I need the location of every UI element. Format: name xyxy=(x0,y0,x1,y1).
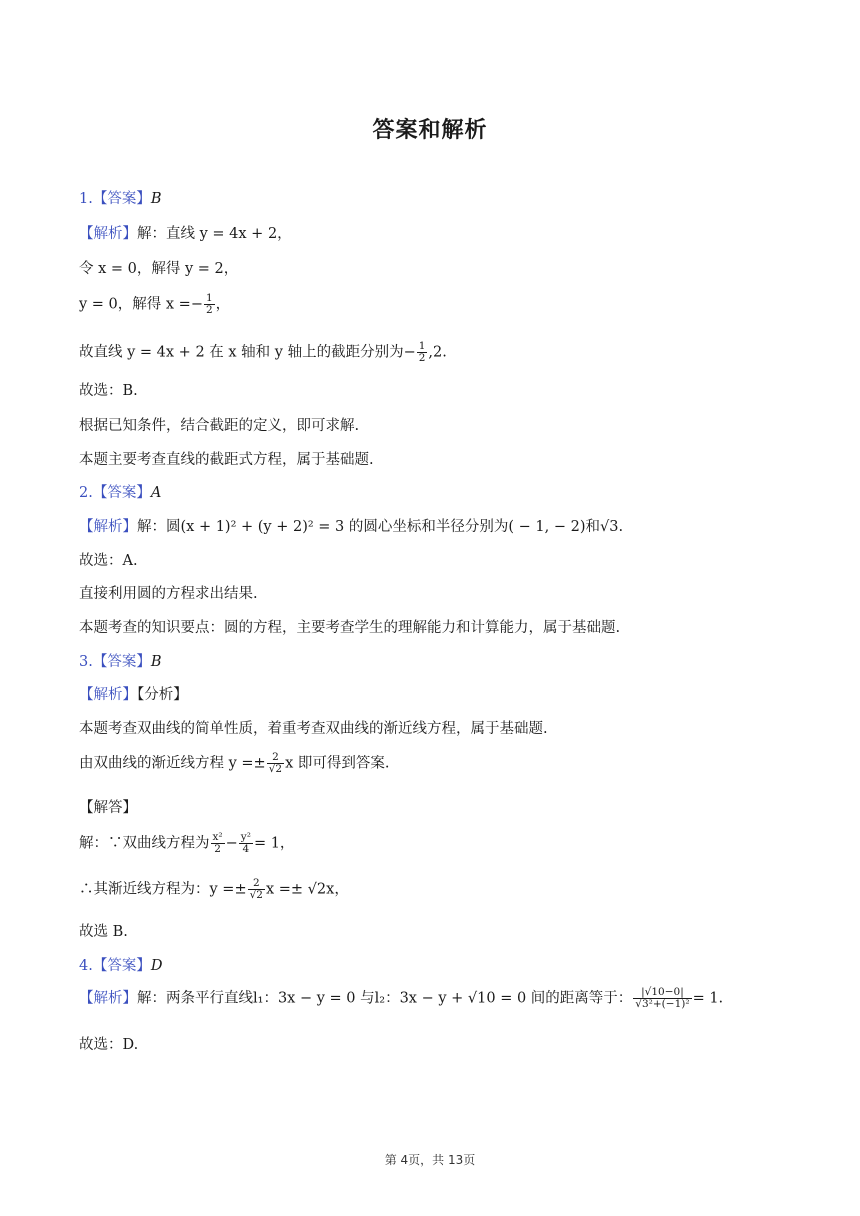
q3-l3-post: x 即可得到答案. xyxy=(285,755,390,772)
q4-l1-fraction xyxy=(633,987,691,1010)
q4-l1-pre: 解：两条平行直线l₁：3x − y = 0 与l₂：3x − y + √10 = 0 间的距离等于： xyxy=(137,990,633,1007)
q3-l6-pre: ∴其渐近线方程为：y =± xyxy=(79,881,247,898)
q1-answer-tag: 【答案】 xyxy=(92,191,151,207)
q2-analysis-line-1 xyxy=(79,519,623,536)
q3-l5-num-1: x² xyxy=(212,831,223,843)
q1-l4-fraction xyxy=(417,341,428,364)
q1-l4-num: 1 xyxy=(418,340,426,352)
q3-l3-num: 2 xyxy=(267,752,284,764)
q4-l1-den: √3²+(−1)² xyxy=(635,998,690,1011)
q3-l5-fraction-2 xyxy=(239,832,253,855)
q1-analysis-line-4 xyxy=(79,341,447,364)
q1-l4-post: ,2. xyxy=(428,344,447,361)
q3-l5-post: = 1， xyxy=(253,835,295,852)
q3-l5-num-2: y² xyxy=(240,831,251,843)
q3-l3-pre: 由双曲线的渐近线方程 y =± xyxy=(79,755,266,772)
q1-analysis-tag: 【解析】 xyxy=(79,226,137,242)
q3-analysis-tag: 【解析】 xyxy=(79,687,137,703)
q3-answer-tag: 【答案】 xyxy=(92,654,151,670)
q3-l5-fraction-1 xyxy=(211,832,225,855)
q3-l6-fraction xyxy=(248,878,265,901)
q3-solution-line-1 xyxy=(79,832,294,855)
q4-answer-line xyxy=(79,958,162,975)
q4-answer: D xyxy=(150,958,163,974)
q1-l3-pre: y = 0，解得 x =− xyxy=(79,296,203,313)
q1-l3-post: ， xyxy=(215,296,231,313)
q3-solution-heading: 【解答】 xyxy=(79,800,137,816)
page-footer: 第 4页，共 13页 xyxy=(384,1153,476,1167)
q3-l6-num: 2 xyxy=(248,878,265,890)
q1-analysis-line-3 xyxy=(79,293,230,316)
q1-choice-line: 故选：B. xyxy=(79,383,138,399)
q1-l3-den: 2 xyxy=(205,304,213,317)
q1-analysis-text: 解：直线 y = 4x + 2， xyxy=(137,226,292,242)
q4-number: 4. xyxy=(79,958,93,974)
q2-analysis-text: 解：圆(x + 1)² + (y + 2)² = 3 的圆心坐标和半径分别为( − 1, − 2)和√3. xyxy=(137,519,624,535)
q3-topic-line: 本题考查双曲线的简单性质，着重考查双曲线的渐近线方程，属于基础题. xyxy=(79,721,548,737)
q3-l6-post: x =± √2x， xyxy=(265,881,349,898)
q1-l4-pre: 故直线 y = 4x + 2 在 x 轴和 y 轴上的截距分别为− xyxy=(79,344,416,361)
q3-l5-mid: − xyxy=(225,835,238,852)
q3-l5-den-2: 4 xyxy=(242,843,250,856)
q2-answer-line xyxy=(79,485,161,502)
q1-l3-fraction xyxy=(204,293,215,316)
q3-solution-line-2 xyxy=(79,878,349,901)
q1-summary-line: 本题主要考查直线的截距式方程，属于基础题. xyxy=(79,452,374,468)
q1-method-line: 根据已知条件，结合截距的定义，即可求解. xyxy=(79,418,360,434)
q3-answer: B xyxy=(150,654,162,670)
q1-analysis-line-2: 令 x = 0，解得 y = 2， xyxy=(79,261,239,277)
q3-answer-line xyxy=(79,654,162,671)
q3-l5-den-1: 2 xyxy=(214,843,221,856)
q2-summary-line: 本题考查的知识要点：圆的方程，主要考查学生的理解能力和计算能力，属于基础题. xyxy=(79,620,621,636)
q2-answer-tag: 【答案】 xyxy=(92,485,151,501)
q1-number: 1. xyxy=(79,191,93,207)
q1-analysis-line-1 xyxy=(79,226,292,243)
q3-analysis-text: 【分析】 xyxy=(137,687,188,703)
q4-analysis-tag: 【解析】 xyxy=(79,990,137,1007)
page-title: 答案和解析 xyxy=(372,118,488,143)
q3-l3-den: √2 xyxy=(268,763,283,776)
q3-l6-den: √2 xyxy=(249,889,263,902)
q4-l1-num: |√10−0| xyxy=(633,987,691,999)
q4-analysis-line-1 xyxy=(79,987,723,1010)
q1-answer: B xyxy=(150,191,162,207)
q3-method-line xyxy=(79,752,390,775)
q1-l4-den: 2 xyxy=(418,352,426,365)
q2-choice-line: 故选：A. xyxy=(79,553,138,569)
q2-answer: A xyxy=(150,485,162,501)
q4-choice-line: 故选：D. xyxy=(79,1037,139,1053)
q4-l1-post: = 1. xyxy=(692,990,724,1007)
q1-l3-num: 1 xyxy=(205,292,213,304)
q2-number: 2. xyxy=(79,485,93,501)
q2-method-line: 直接利用圆的方程求出结果. xyxy=(79,586,258,602)
q2-analysis-tag: 【解析】 xyxy=(79,519,137,535)
q3-choice-line: 故选 B. xyxy=(79,924,128,940)
q3-l3-fraction xyxy=(267,752,284,775)
q3-analysis-line-1 xyxy=(79,687,188,704)
q4-answer-tag: 【答案】 xyxy=(92,958,151,974)
q3-l5-pre: 解：∵双曲线方程为 xyxy=(79,835,210,852)
q1-answer-line xyxy=(79,191,162,208)
q3-number: 3. xyxy=(79,654,93,670)
